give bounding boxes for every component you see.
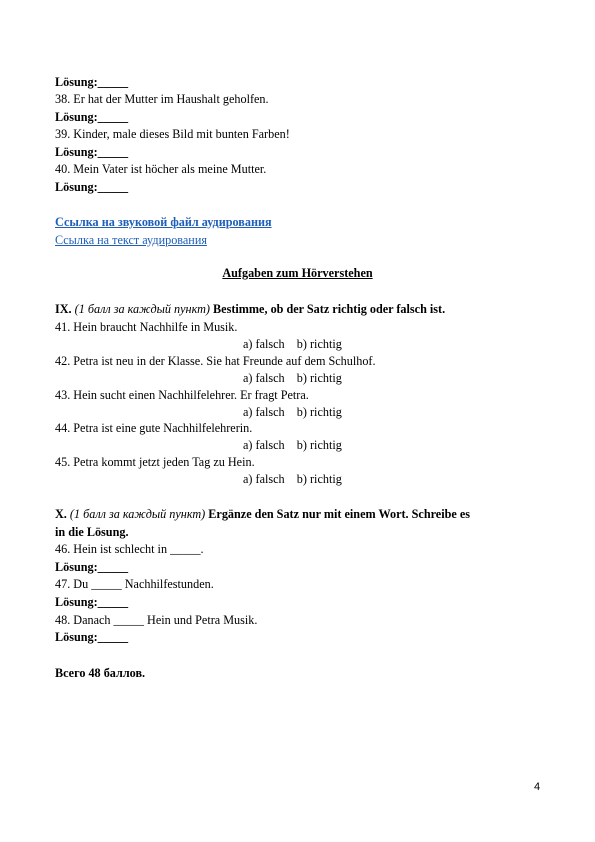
answer-options-42[interactable]: a) falsch b) richtig (243, 371, 342, 385)
question-39: 39. Kinder, male dieses Bild mit bunten Farben! (55, 127, 290, 141)
question-38: 38. Er hat der Mutter im Haushalt geholfen. (55, 92, 269, 106)
answer-options-44[interactable]: a) falsch b) richtig (243, 438, 342, 452)
solution-line-47[interactable]: Lösung:_____ (55, 595, 129, 609)
task-9-header (55, 302, 445, 317)
audio-file-link[interactable]: Ссылка на звуковой файл аудирования (55, 215, 272, 229)
question-46: 46. Hein ist schlecht in _____. (55, 542, 204, 556)
answer-options-41[interactable]: a) falsch b) richtig (243, 337, 342, 351)
question-42: 42. Petra ist neu in der Klasse. Sie hat Freunde auf dem Schulhof. (55, 354, 376, 368)
solution-line-37[interactable]: Lösung:_____ (55, 75, 129, 89)
task-9-points: (1 балл за каждый пункт) (74, 302, 210, 316)
answer-options-45[interactable]: a) falsch b) richtig (243, 472, 342, 486)
question-45: 45. Petra kommt jetzt jeden Tag zu Hein. (55, 455, 255, 469)
solution-line-39[interactable]: Lösung:_____ (55, 145, 129, 159)
task-10-instruction: Ergänze den Satz nur mit einem Wort. Schreibe es (208, 507, 470, 521)
solution-line-48[interactable]: Lösung:_____ (55, 630, 129, 644)
listening-text-link[interactable]: Ссылка на текст аудирования (55, 233, 207, 247)
section-title: Aufgaben zum Hörverstehen (222, 266, 373, 280)
solution-line-38[interactable]: Lösung:_____ (55, 110, 129, 124)
task-10-header (55, 507, 470, 522)
question-40: 40. Mein Vater ist höcher als meine Mutter. (55, 162, 267, 176)
total-points: Всего 48 баллов. (55, 666, 146, 680)
task-10-instruction-cont: in die Lösung. (55, 525, 129, 539)
question-47: 47. Du _____ Nachhilfestunden. (55, 577, 214, 591)
task-9-number: IX. (55, 302, 72, 316)
question-44: 44. Petra ist eine gute Nachhilfelehrerin. (55, 421, 253, 435)
page-number: 4 (534, 781, 541, 793)
question-41: 41. Hein braucht Nachhilfe in Musik. (55, 320, 238, 334)
question-48: 48. Danach _____ Hein und Petra Musik. (55, 613, 258, 627)
task-9-instruction: Bestimme, ob der Satz richtig oder falsch ist. (213, 302, 446, 316)
solution-line-46[interactable]: Lösung:_____ (55, 560, 129, 574)
task-10-points: (1 балл за каждый пункт) (69, 507, 206, 521)
answer-options-43[interactable]: a) falsch b) richtig (243, 405, 342, 419)
question-43: 43. Hein sucht einen Nachhilfelehrer. Er fragt Petra. (55, 388, 309, 402)
task-10-number: X. (55, 507, 67, 521)
solution-line-40[interactable]: Lösung:_____ (55, 180, 129, 194)
